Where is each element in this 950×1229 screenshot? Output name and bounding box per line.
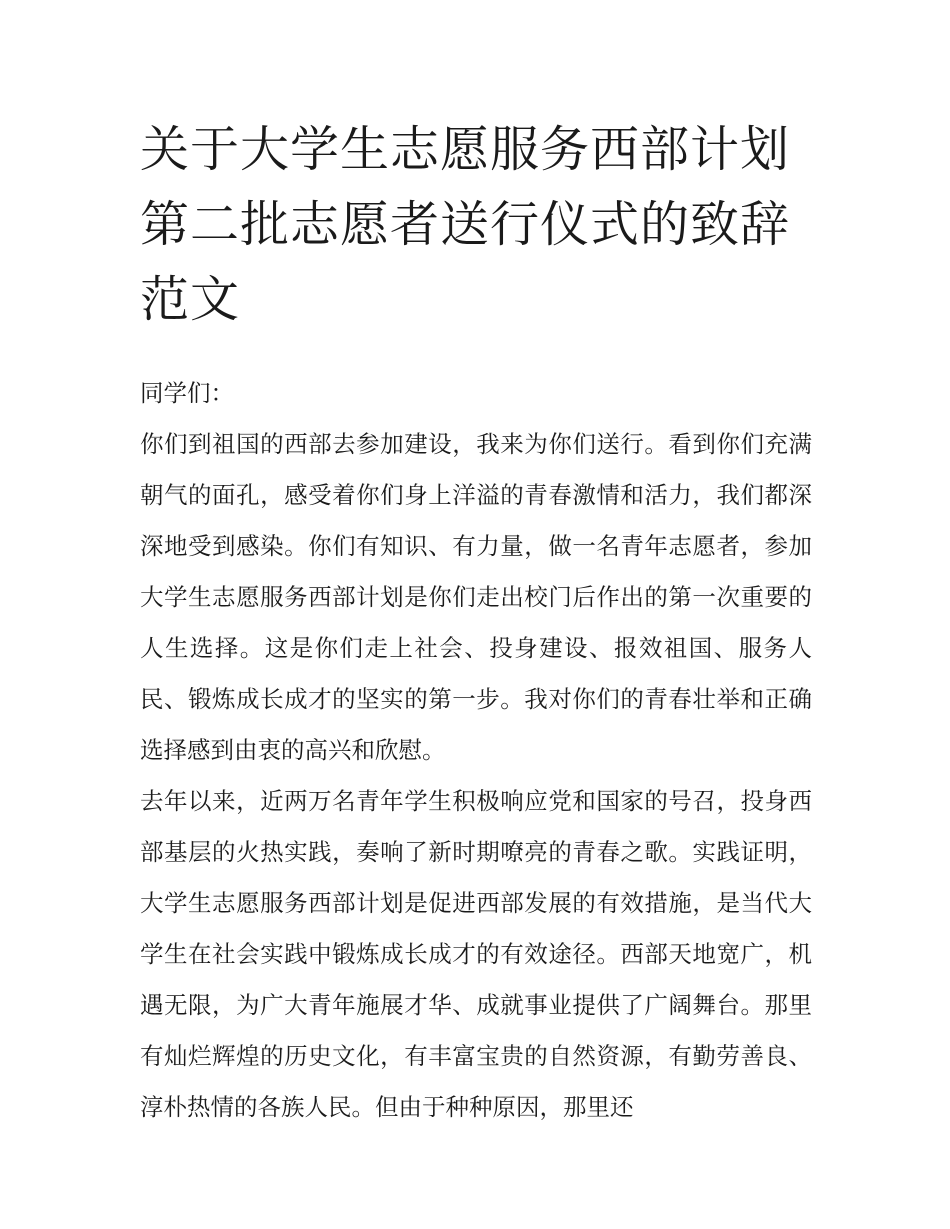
document-body xyxy=(140,368,812,1133)
document-page xyxy=(140,112,812,1133)
paragraph: 去年以来，近两万名青年学生积极响应党和国家的号召，投身西部基层的火热实践，奏响了新时期嘹亮的青春之歌。实践证明，大学生志愿服务西部计划是促进西部发展的有效措施，是当代大学生在社会实践中锻炼成长成才的有效途径。西部天地宽广，机遇无限，为广大青年施展才华、成就事业提供了广阔舞台。那里有灿烂辉煌的历史文化，有丰富宝贵的自然资源，有勤劳善良、淳朴热情的各族人民。但由于种种原因，那里还 xyxy=(140,787,812,1121)
paragraph: 你们到祖国的西部去参加建设，我来为你们送行。看到你们充满朝气的面孔，感受着你们身上洋溢的青春激情和活力，我们都深深地受到感染。你们有知识、有力量，做一名青年志愿者，参加大学生志愿服务西部计划是你们走出校门后作出的第一次重要的人生选择。这是你们走上社会、投身建设、报效祖国、服务人民、锻炼成长成才的坚实的第一步。我对你们的青春壮举和正确选择感到由衷的高兴和欣慰。 xyxy=(140,430,812,764)
salutation: 同学们： xyxy=(140,379,234,407)
document-title: 关于大学生志愿服务西部计划第二批志愿者送行仪式的致辞范文 xyxy=(140,121,791,328)
